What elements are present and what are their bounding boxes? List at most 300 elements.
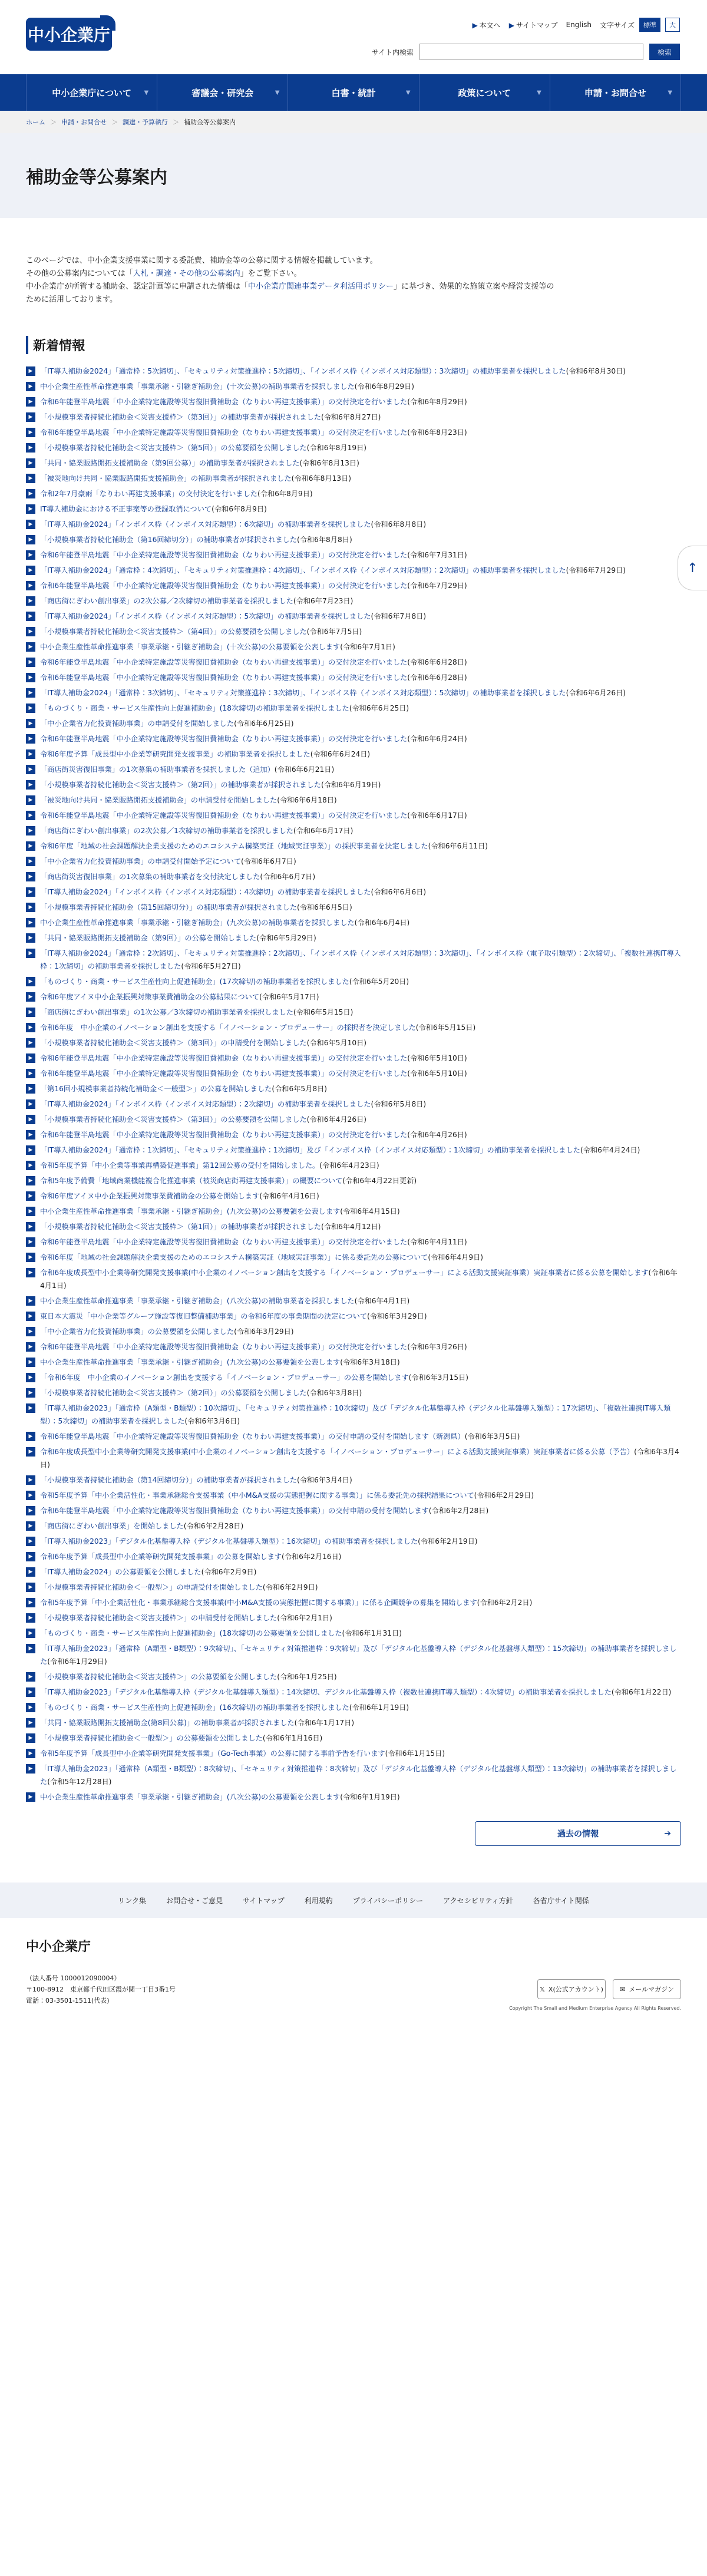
- footer-link-accessibility[interactable]: アクセシビリティ方針: [443, 1896, 513, 1905]
- news-date: (令和6年5月27日): [181, 962, 241, 970]
- news-date: (令和6年5月8日): [272, 1085, 328, 1093]
- english-link[interactable]: English: [566, 21, 592, 29]
- site-logo[interactable]: 中小企業庁: [26, 18, 112, 51]
- news-item: [26, 1581, 681, 1594]
- news-link[interactable]: 「商店街にぎわい創出事業」の2次公募／2次締切の補助事業者を採択しました: [40, 597, 293, 605]
- news-item: [26, 1006, 681, 1019]
- intro-line: ために活用しております。: [26, 295, 117, 304]
- news-item: [26, 1205, 681, 1218]
- news-link[interactable]: 「小規模事業者持続化補助金（第14回締切分）」の補助事業者が採択されました: [40, 1476, 297, 1484]
- arrow-right-icon: ▶: [26, 1644, 35, 1653]
- news-date: (令和6年7月23日): [293, 597, 353, 605]
- news-link[interactable]: 令和6年能登半島地震「中小企業特定施設等災害復旧費補助金（なりわい再建支援事業）」の交付決定を行いました: [40, 551, 408, 559]
- news-link[interactable]: 東日本大震災「中小企業等グループ施設等復旧整備補助事業」の令和6年度の事業期間の決定について: [40, 1312, 367, 1320]
- news-item: [26, 1686, 681, 1699]
- arrow-right-icon: ▶: [26, 1084, 35, 1094]
- news-item: [26, 1791, 681, 1804]
- arrow-right-icon: ▶: [26, 887, 35, 897]
- arrow-right-icon: ▶: [26, 704, 35, 713]
- news-item: [26, 763, 681, 776]
- news-item: [26, 579, 681, 592]
- breadcrumb-separator: ＞: [173, 118, 179, 126]
- news-link[interactable]: 「IT導入補助金2024」「通常枠：4次締切」、「セキュリティ対策推進枠：4次締切」、「インボイス枠（インボイス対応類型）：2次締切」の補助事業者を採択しました: [40, 566, 566, 574]
- news-link[interactable]: 「IT導入補助金2024」「インボイス枠（インボイス対応類型）：2次締切」の補助事業者を採択しました: [40, 1100, 371, 1108]
- news-date: (令和6年1月15日): [385, 1749, 445, 1758]
- news-item: [26, 640, 681, 653]
- news-item: [26, 901, 681, 914]
- news-link[interactable]: 中小企業生産性革命推進事業「事業承継・引継ぎ補助金」(十次公募)の補助事業者を採択しました: [40, 382, 355, 391]
- news-date: (令和6年6月7日): [260, 873, 316, 881]
- news-item: [26, 564, 681, 577]
- news-link[interactable]: 「小規模事業者持続化補助金（第15回締切分）」の補助事業者が採択されました: [40, 903, 297, 911]
- news-link[interactable]: IT導入補助金における不正事案等の登録取消について: [40, 505, 212, 513]
- news-date: (令和6年6月19日): [321, 781, 381, 789]
- news-link[interactable]: 令和6年能登半島地震「中小企業特定施設等災害復旧費補助金（なりわい再建支援事業）」の交付決定を行いました: [40, 1054, 408, 1062]
- news-link[interactable]: 令和5年度予算「中小企業活性化・事業承継総合支援事業（中小M&A支援の実態把握に関する事業）」に係る委託先の採択結果について: [40, 1491, 474, 1500]
- news-link[interactable]: 「IT導入補助金2023」「通常枠（A類型・B類型）：10次締切」、「セキュリティ対策推進枠：10次締切」及び「デジタル化基盤導入枠（デジタル化基盤導入類型）：17次締切」、「複数社連携IT導入類型）：5次締切」の補助事業者を採択しました: [40, 1404, 671, 1425]
- news-link[interactable]: 「商店街災害復旧事業」の1次募集の補助事業者を交付決定しました: [40, 873, 260, 881]
- news-date: (令和6年7月8日): [371, 612, 427, 620]
- intro-line: このページでは、中小企業支援事業に関する委託費、補助金等の公募に関する情報を掲載しています。: [26, 256, 378, 265]
- news-link[interactable]: 「ものづくり・商業・サービス生産性向上促進補助金」(18次締切)の補助事業者を採択しました: [40, 704, 349, 712]
- global-nav: [0, 74, 707, 111]
- arrow-right-icon: ▶: [26, 1672, 35, 1682]
- breadcrumb-procurement[interactable]: 調達・予算執行: [123, 118, 168, 126]
- news-item: [26, 1716, 681, 1729]
- arrow-right-icon: ▶: [26, 1764, 35, 1774]
- news-link[interactable]: 「ものづくり・商業・サービス生産性向上促進補助金」(16次締切)の補助事業者を採択しました: [40, 1703, 349, 1712]
- news-link[interactable]: 「中小企業省力化投資補助事業」の申請受付開始予定について: [40, 857, 242, 866]
- news-link[interactable]: 令和6年能登半島地震「中小企業特定施設等災害復旧費補助金（なりわい再建支援事業）」の交付決定を行いました: [40, 1069, 408, 1078]
- news-item: [26, 794, 681, 807]
- news-date: (令和6年5月15日): [415, 1023, 476, 1032]
- news-date: (令和6年4月16日): [259, 1192, 319, 1200]
- news-link[interactable]: 令和6年度「地域の社会課題解決企業支援のためのエコシステム構築実証（地域実証事業）」の採択事業者を決定しました: [40, 842, 428, 850]
- news-item: [26, 1474, 681, 1487]
- news-link[interactable]: 「IT導入補助金2024」「通常枠：5次締切」、「セキュリティ対策推進枠：5次締切」、「インボイス枠（インボイス対応類型）：3次締切」の補助事業者を採択しました: [40, 367, 566, 375]
- news-link[interactable]: 「小規模事業者持続化補助金（第16回締切分）」の補助事業者が採択されました: [40, 536, 297, 544]
- news-item: [26, 1220, 681, 1233]
- news-date: (令和6年3月5日): [464, 1432, 520, 1441]
- news-heading: 新着情報: [26, 336, 681, 354]
- news-date: (令和6年1月19日): [349, 1703, 409, 1712]
- footer-link-ministries[interactable]: 各省庁サイト関係: [533, 1896, 589, 1905]
- arrow-right-icon: ▶: [26, 734, 35, 744]
- news-item: [26, 1642, 681, 1668]
- news-link[interactable]: 令和5年度予算「中小企業活性化・事業承継総合支援事業(中小M&A支援の実態把握に関する事業）」に係る企画競争の募集を開始します: [40, 1599, 477, 1607]
- news-item: [26, 472, 681, 485]
- news-date: (令和6年3月26日): [407, 1343, 467, 1351]
- news-item: [26, 1402, 681, 1428]
- mail-magazine-button[interactable]: ✉ メールマガジン: [613, 1979, 681, 1999]
- news-link[interactable]: 「共同・協業販路開拓支援補助金(第8回公募)」の補助事業者が採択されました: [40, 1719, 295, 1727]
- arrow-right-icon: ▶: [26, 1373, 35, 1382]
- news-link[interactable]: 「小規模事業者持続化補助金＜災害支援枠＞（第3回）」の公募要領を公開しました: [40, 1115, 307, 1124]
- news-link[interactable]: 「共同・協業販路開拓支援補助金（第9回公募）」の補助事業者が採択されました: [40, 459, 300, 467]
- news-item: [26, 840, 681, 853]
- chevron-down-icon: ▼: [144, 89, 149, 96]
- news-date: (令和6年7月31日): [407, 551, 467, 559]
- news-link[interactable]: 令和6年能登半島地震「中小企業特定施設等災害復旧費補助金（なりわい再建支援事業）」の交付決定を行いました: [40, 673, 408, 682]
- site-search: [372, 44, 680, 60]
- data-policy-link[interactable]: 中小企業庁関連事業データ利活用ポリシー: [248, 282, 394, 291]
- news-item: [26, 809, 681, 822]
- news-item: [26, 1489, 681, 1502]
- breadcrumb-home[interactable]: ホーム: [26, 118, 45, 126]
- intro-text: [0, 218, 660, 306]
- nav-item-application[interactable]: 申請・お問合せ ▼: [550, 74, 681, 111]
- chevron-down-icon: ▼: [537, 89, 541, 96]
- news-link[interactable]: 令和2年7月豪雨「なりわい再建支援事業」の交付決定を行いました: [40, 490, 257, 498]
- news-date: (令和6年1月31日): [342, 1629, 402, 1637]
- news-item: [26, 1190, 681, 1203]
- arrow-right-icon: ▶: [26, 1432, 35, 1441]
- skip-to-content-link[interactable]: ▶ 本文へ: [472, 21, 501, 29]
- news-link[interactable]: 令和6年度成長型中小企業等研究開発支援事業(中小企業のイノベーション創出を支援する「イノベーション・プロデューサー」による活動支援実証事業）実証事業者に係る公募（予告）: [40, 1448, 635, 1456]
- footer-links: [0, 1883, 707, 1918]
- footer-org-name: 中小企業庁: [26, 1940, 91, 1954]
- news-link[interactable]: 「小規模事業者持続化補助金＜災害支援枠＞（第5回）」の公募要領を公開しました: [40, 444, 307, 452]
- site-header: [0, 0, 707, 74]
- news-date: (令和6年4月15日): [340, 1207, 400, 1216]
- news-item: [26, 870, 681, 883]
- news-link[interactable]: 「IT導入補助金2024」「通常枠：1次締切」、「セキュリティ対策推進枠：1次締切」及び「インボイス枠（インボイス対応類型）：1次締切」の補助事業者を採択しました: [40, 1146, 580, 1154]
- arrow-right-icon: ▶: [26, 627, 35, 636]
- news-link[interactable]: 「IT導入補助金2024」「通常枠：2次締切」、「セキュリティ対策推進枠：2次締切」、「インボイス枠（インボイス対応類型）：3次締切」、「インボイス枠（電子取引類型）：2次締切」、「複数社連携IT導入枠：1次締切」の補助事業者を採択しました: [40, 949, 681, 970]
- news-item: [26, 1251, 681, 1264]
- arrow-right-icon: ▶: [26, 1145, 35, 1155]
- news-link[interactable]: 「IT導入補助金2023」「通常枠（A類型・B類型）：9次締切」、「セキュリティ対策推進枠：9次締切」及び「デジタル化基盤導入枠（デジタル化基盤導入類型）：15次締切」の補助事業者を採択しました: [40, 1644, 677, 1666]
- logo-accent: [100, 15, 115, 31]
- news-link[interactable]: 令和6年能登半島地震「中小企業特定施設等災害復旧費補助金（なりわい再建支援事業）」の交付決定を行いました: [40, 1131, 408, 1139]
- news-link[interactable]: 令和6年度アイヌ中小企業振興対策事業費補助金の公募を開始します: [40, 1192, 260, 1200]
- news-item: [26, 380, 681, 393]
- arrow-right-icon: ▶: [26, 428, 35, 437]
- arrow-right-icon: ▶: [26, 719, 35, 728]
- news-link[interactable]: 「ものづくり・商業・サービス生産性向上促進補助金」(17次締切)の補助事業者を採択しました: [40, 977, 349, 986]
- footer-link-terms[interactable]: 利用規約: [304, 1896, 333, 1905]
- arrow-right-icon: ▶: [26, 1237, 35, 1247]
- arrow-right-icon: ▶: [26, 1358, 35, 1367]
- news-date: (令和6年7月29日): [566, 566, 626, 574]
- font-size-switcher: [600, 18, 680, 32]
- news-link[interactable]: 中小企業生産性革命推進事業「事業承継・引継ぎ補助金」(十次公募)の公募要領を公表します: [40, 643, 341, 651]
- intro-line: 中小企業庁が所管する補助金、認定計画等に申請された情報は「中小企業庁関連事業データ利活用ポリシー」に基づき、効果的な施策立案や経営支援等の: [26, 282, 554, 291]
- news-link[interactable]: 令和6年度予算「成長型中小企業等研究開発支援事業」の公募を開始します: [40, 1553, 282, 1561]
- news-date: (令和6年8月29日): [407, 398, 467, 406]
- news-link[interactable]: 「商店街にぎわい創出事業」を開始しました: [40, 1522, 184, 1530]
- arrow-icon: ▶: [508, 21, 514, 29]
- news-link[interactable]: 令和6年能登半島地震「中小企業特定施設等災害復旧費補助金（なりわい再建支援事業）」の交付決定を行いました: [40, 1238, 408, 1246]
- arrow-right-icon: ▶: [26, 749, 35, 759]
- arrow-right-icon: ▶: [26, 977, 35, 986]
- news-link[interactable]: 「小規模事業者持続化補助金＜災害支援枠＞（第4回）」の公募要領を公開しました: [40, 628, 307, 636]
- news-link[interactable]: 「IT導入補助金2024」「インボイス枠（インボイス対応類型）：6次締切」の補助事業者を採択しました: [40, 520, 371, 529]
- news-item: [26, 1762, 681, 1788]
- arrow-right-icon: ▶: [26, 673, 35, 682]
- news-item: [26, 426, 681, 439]
- news-date: (令和6年5月10日): [407, 1054, 467, 1062]
- news-date: (令和6年1月29日): [47, 1657, 107, 1666]
- arrow-right-icon: ▶: [26, 1388, 35, 1398]
- footer-link-contact[interactable]: お問合せ・ご意見: [166, 1896, 223, 1905]
- footer-link-sitemap[interactable]: サイトマップ: [243, 1896, 285, 1905]
- footer-link-privacy[interactable]: プライバシーポリシー: [352, 1896, 424, 1905]
- footer-link-links[interactable]: リンク集: [118, 1896, 146, 1905]
- news-link[interactable]: 「共同・協業販路開拓支援補助金（第9回）」の公募を開始しました: [40, 934, 257, 942]
- news-item: [26, 1113, 681, 1126]
- arrow-right-icon: ▶: [26, 1749, 35, 1758]
- news-item: [26, 441, 681, 454]
- news-link[interactable]: 「小規模事業者持続化補助金＜災害支援枠＞（第2回）」の補助事業者が採択されました: [40, 781, 321, 789]
- news-date: (令和6年6月7日): [241, 857, 296, 866]
- news-date: (令和6年4月1日): [40, 1269, 678, 1290]
- news-date: (令和6年1月22日): [611, 1688, 672, 1696]
- news-date: (令和6年1月16日): [262, 1734, 323, 1742]
- news-item: [26, 855, 681, 868]
- news-link[interactable]: 「小規模事業者持続化補助金＜災害支援枠＞」の申請受付を開始しました: [40, 1614, 277, 1622]
- footer: [0, 1918, 707, 2011]
- news-date: (令和6年3月15日): [408, 1373, 469, 1382]
- arrow-right-icon: ▶: [26, 1038, 35, 1048]
- news-item: [26, 1670, 681, 1683]
- news-link[interactable]: 「IT導入補助金2024」「通常枠：3次締切」、「セキュリティ対策推進枠：3次締切」、「インボイス枠（インボイス対応類型）：5次締切」の補助事業者を採択しました: [40, 689, 566, 697]
- news-item: [26, 503, 681, 516]
- arrow-right-icon: ▶: [26, 1629, 35, 1638]
- news-date: (令和6年5月20日): [349, 977, 409, 986]
- news-link[interactable]: 中小企業生産性革命推進事業「事業承継・引継ぎ補助金」(九次公募)の公募要領を公表します: [40, 1207, 341, 1216]
- news-item: [26, 1445, 681, 1471]
- news-link[interactable]: 「中小企業省力化投資補助事業」の公募要領を公開しました: [40, 1327, 234, 1336]
- search-label: サイト内検索: [371, 48, 414, 57]
- arrow-right-icon: ▶: [26, 1583, 35, 1592]
- news-link[interactable]: 「ものづくり・商業・サービス生産性向上促進補助金」(18次締切)の公募要領を公開しました: [40, 1629, 342, 1637]
- news-item: [26, 1535, 681, 1548]
- news-date: (令和6年7月5日): [306, 628, 362, 636]
- news-date: (令和6年3月18日): [340, 1358, 400, 1366]
- news-date: (令和6年4月22日更新): [342, 1177, 417, 1185]
- news-date: (令和6年5月29日): [256, 934, 316, 942]
- arrow-icon: ▶: [472, 21, 478, 29]
- scroll-to-top-button[interactable]: [678, 546, 707, 590]
- news-item: [26, 1550, 681, 1563]
- arrow-right-icon: ▶: [26, 642, 35, 652]
- news-link[interactable]: 令和6年能登半島地震「中小企業特定施設等災害復旧費補助金（なりわい再建支援事業）」の交付決定を行いました: [40, 1343, 408, 1351]
- news-date: (令和6年2月9日): [262, 1583, 318, 1591]
- news-date: (令和6年8月8日): [371, 520, 427, 529]
- news-date: (令和6年6月21日): [274, 765, 335, 774]
- news-link[interactable]: 「小規模事業者持続化補助金＜一般型＞」の申請受付を開始しました: [40, 1583, 263, 1591]
- news-item: [26, 1128, 681, 1141]
- arrow-right-icon: ▶: [26, 811, 35, 820]
- intro-line: その他の公募案内については「入札・調達・その他の公募案内」をご覧下さい。: [26, 269, 302, 278]
- news-date: (令和6年5月10日): [306, 1039, 367, 1047]
- news-item: [26, 990, 681, 1003]
- news-link[interactable]: 中小企業生産性革命推進事業「事業承継・引継ぎ補助金」(八次公募)の補助事業者を採択しました: [40, 1297, 355, 1305]
- news-link[interactable]: 中小企業生産性革命推進事業「事業承継・引継ぎ補助金」(九次公募)の補助事業者を採択しました: [40, 919, 355, 927]
- news-date: (令和6年5月8日): [371, 1100, 427, 1108]
- arrow-right-icon: ▶: [26, 1312, 35, 1321]
- news-link[interactable]: 「商店街災害復旧事業」の1次募集の補助事業者を採択しました（追加）: [40, 765, 275, 774]
- news-link[interactable]: 「小規模事業者持続化補助金＜災害支援枠＞（第2回）」の公募要領を公開しました: [40, 1389, 307, 1397]
- news-date: (令和6年2月28日): [183, 1522, 244, 1530]
- news-date: (令和6年6月4日): [354, 919, 410, 927]
- news-item: [26, 1325, 681, 1338]
- copyright: Copyright The Small and Medium Enterprise Agency All Rights Reserved.: [509, 2006, 681, 2011]
- arrow-right-icon: ▶: [26, 918, 35, 927]
- news-item: [26, 671, 681, 684]
- news-link[interactable]: 令和6年能登半島地震「中小企業特定施設等災害復旧費補助金（なりわい再建支援事業）」の交付決定を行いました: [40, 398, 408, 406]
- arrow-right-icon: ▶: [26, 1222, 35, 1231]
- arrow-right-icon: ▶: [26, 458, 35, 468]
- news-date: (令和6年8月13日): [291, 474, 352, 483]
- news-item: [26, 487, 681, 500]
- news-link[interactable]: 「第16回小規模事業者持続化補助金＜一般型＞」の公募を開始しました: [40, 1085, 272, 1093]
- news-link[interactable]: 「小規模事業者持続化補助金＜一般型＞」の公募要領を公開しました: [40, 1734, 263, 1742]
- arrow-right-icon: ▶: [26, 1598, 35, 1607]
- font-size-standard-button[interactable]: 標準: [639, 18, 660, 32]
- news-item: [26, 1310, 681, 1323]
- news-date: (令和6年8月13日): [299, 459, 359, 467]
- news-link[interactable]: 「令和6年度 中小企業のイノベーション創出を支援する「イノベーション・プロデューサー」の公募を開始します: [40, 1373, 409, 1382]
- news-link[interactable]: 「被災地向け共同・協業販路開拓支援補助金」の申請受付を開始しました: [40, 796, 277, 804]
- news-link[interactable]: 令和6年能登半島地震「中小企業特定施設等災害復旧費補助金（なりわい再建支援事業）」の交付決定を行いました: [40, 582, 408, 590]
- news-link[interactable]: 「IT導入補助金2023」「デジタル化基盤導入枠（デジタル化基盤導入類型）：14次締切、デジタル化基盤導入枠（複数社連携IT導入類型）：4次締切」の補助事業者を採択しました: [40, 1688, 612, 1696]
- x-account-button[interactable]: 𝕏 X(公式アカウント): [537, 1979, 606, 1999]
- news-item: [26, 1356, 681, 1369]
- breadcrumb-current: 補助金等公募案内: [184, 118, 236, 126]
- arrow-right-icon: ▶: [26, 1253, 35, 1262]
- news-date: (令和6年4月26日): [407, 1131, 467, 1139]
- news-item: [26, 625, 681, 638]
- arrow-right-icon: ▶: [26, 550, 35, 560]
- news-link[interactable]: 令和6年能登半島地震「中小企業特定施設等災害復旧費補助金（なりわい再建支援事業）」の交付申請の受付を開始します: [40, 1507, 429, 1515]
- news-date: (令和6年2月2日): [477, 1599, 533, 1607]
- news-link[interactable]: 「中小企業省力化投資補助事業」の申請受付を開始しました: [40, 719, 234, 728]
- news-link[interactable]: 中小企業生産性革命推進事業「事業承継・引継ぎ補助金」(九次公募)の公募要領を公表します: [40, 1358, 341, 1366]
- nav-item-policy[interactable]: 政策について ▼: [419, 74, 550, 111]
- news-link[interactable]: 令和6年度予算「成長型中小企業等研究開発支援事業」の補助事業者を採択しました: [40, 750, 310, 758]
- news-date: (令和6年8月29日): [354, 382, 415, 391]
- arrow-right-icon: ▶: [26, 1552, 35, 1561]
- nav-item-about[interactable]: 中小企業庁について ▼: [26, 74, 157, 111]
- news-link[interactable]: 「小規模事業者持続化補助金＜災害支援枠＞（第3回）」の補助事業者が採択されました: [40, 413, 321, 421]
- news-link[interactable]: 令和6年度「地域の社会課題解決企業支援のためのエコシステム構築実証（地域実証事業）」に係る委託先の公募について: [40, 1253, 428, 1261]
- news-link[interactable]: 「IT導入補助金2024」「インボイス枠（インボイス対応類型）：4次締切」の補助事業者を採択しました: [40, 888, 371, 896]
- other-announcements-link[interactable]: 入札・調達・その他の公募案内: [133, 269, 240, 278]
- arrow-right-icon: ▶: [26, 1342, 35, 1352]
- arrow-right-icon: ▶: [26, 612, 35, 621]
- news-link[interactable]: 「小規模事業者持続化補助金＜災害支援枠＞」の公募要領を公開しました: [40, 1673, 277, 1681]
- news-date: (令和6年7月29日): [407, 582, 467, 590]
- breadcrumb-application[interactable]: 申請・お問合せ: [61, 118, 107, 126]
- news-link[interactable]: 「商店街にぎわい創出事業」の1次公募／3次締切の補助事業者を採択しました: [40, 1008, 293, 1016]
- news-item: [26, 1340, 681, 1353]
- news-link[interactable]: 令和6年能登半島地震「中小企業特定施設等災害復旧費補助金（なりわい再建支援事業）」の交付申請の受付を開始します（新潟県）: [40, 1432, 465, 1441]
- news-item: [26, 365, 681, 378]
- news-link[interactable]: 「IT導入補助金2024」「インボイス枠（インボイス対応類型）：5次締切」の補助事業者を採択しました: [40, 612, 371, 620]
- arrow-right-icon: ▶: [26, 1567, 35, 1577]
- news-item: [26, 975, 681, 988]
- arrow-right-icon: ▶: [26, 1023, 35, 1032]
- news-date: (令和6年1月25日): [277, 1673, 337, 1681]
- news-date: (令和6年2月19日): [418, 1537, 478, 1545]
- news-link[interactable]: 令和5年度予算「中小企業等事業再構築促進事業」第12回公募の受付を開始しました。: [40, 1161, 320, 1170]
- news-link[interactable]: 「小規模事業者持続化補助金＜災害支援枠＞（第3回）」の申請受付を開始しました: [40, 1039, 307, 1047]
- news-link[interactable]: 「IT導入補助金2024」の公募要領を公開しました: [40, 1568, 201, 1576]
- news-date: (令和6年6月11日): [428, 842, 488, 850]
- arrow-right-icon: ▶: [26, 1008, 35, 1017]
- news-link[interactable]: 令和6年能登半島地震「中小企業特定施設等災害復旧費補助金（なりわい再建支援事業）」の交付決定を行いました: [40, 658, 408, 666]
- arrow-right-icon: ▶: [26, 1733, 35, 1743]
- news-date: (令和6年1月17日): [294, 1719, 355, 1727]
- past-info-button[interactable]: 過去の情報 ➔: [475, 1821, 681, 1846]
- news-item: [26, 1067, 681, 1080]
- news-item: [26, 595, 681, 607]
- news-link[interactable]: 令和6年能登半島地震「中小企業特定施設等災害復旧費補助金（なりわい再建支援事業）」の交付決定を行いました: [40, 735, 408, 743]
- news-date: (令和5年12月28日): [47, 1778, 112, 1786]
- news-date: (令和6年5月17日): [259, 993, 319, 1001]
- news-link[interactable]: 令和5年度予備費「地域商業機能複合化推進事業（被災商店街再建支援事業）」の概要について: [40, 1177, 343, 1185]
- news-link[interactable]: 令和6年度 中小企業のイノベーション創出を支援する「イノベーション・プロデューサー」の採択者を決定しました: [40, 1023, 416, 1032]
- arrow-right-icon: ▶: [26, 1069, 35, 1078]
- news-date: (令和6年6月17日): [407, 811, 467, 820]
- arrow-right-icon: ▶: [26, 1161, 35, 1170]
- news-link[interactable]: 令和6年能登半島地震「中小企業特定施設等災害復旧費補助金（なりわい再建支援事業）」の交付決定を行いました: [40, 428, 408, 437]
- news-link[interactable]: 令和6年能登半島地震「中小企業特定施設等災害復旧費補助金（なりわい再建支援事業）」の交付決定を行いました: [40, 811, 408, 820]
- news-link[interactable]: 「被災地向け共同・協業販路開拓支援補助金」の補助事業者が採択されました: [40, 474, 292, 483]
- arrow-right-icon: ▶: [26, 412, 35, 422]
- sns-links: [537, 1979, 681, 1999]
- arrow-right-icon: ▶: [26, 1475, 35, 1485]
- sitemap-link[interactable]: ▶ サイトマップ: [508, 21, 558, 29]
- news-link[interactable]: 中小企業生産性革命推進事業「事業承継・引継ぎ補助金」(八次公募)の公募要領を公表します: [40, 1793, 341, 1801]
- news-link[interactable]: 令和6年度アイヌ中小企業振興対策事業費補助金の公募結果について: [40, 993, 260, 1001]
- search-input[interactable]: [419, 44, 643, 60]
- font-size-large-button[interactable]: 大: [665, 18, 680, 32]
- news-link[interactable]: 「IT導入補助金2023」「通常枠（A類型・B類型）：8次締切」、「セキュリティ対策推進枠：8次締切」及び「デジタル化基盤導入枠（デジタル化基盤導入類型）：13次締切」の補助事業者を採択しました: [40, 1765, 677, 1786]
- news-item: [26, 395, 681, 408]
- news-link[interactable]: 「商店街にぎわい創出事業」の2次公募／1次締切の補助事業者を採択しました: [40, 827, 293, 835]
- nav-item-council[interactable]: 審議会・研究会 ▼: [157, 74, 288, 111]
- news-link[interactable]: 「小規模事業者持続化補助金＜災害支援枠＞（第1回）」の補助事業者が採択されました: [40, 1223, 321, 1231]
- arrow-right-icon: ▶: [26, 1327, 35, 1336]
- news-date: (令和6年8月8日): [296, 536, 352, 544]
- news-date: (令和6年8月9日): [212, 505, 267, 513]
- nav-item-whitepaper[interactable]: 白書・統計 ▼: [288, 74, 418, 111]
- arrow-right-icon: ▶: [26, 520, 35, 529]
- arrow-right-icon: ▶: [26, 397, 35, 407]
- arrow-right-icon: ▶: [26, 1099, 35, 1109]
- news-link[interactable]: 「IT導入補助金2023」「デジタル化基盤導入枠（デジタル化基盤導入類型）：16次締切」の補助事業者を採択しました: [40, 1537, 418, 1545]
- news-date: (令和6年3月29日): [366, 1312, 427, 1320]
- news-link[interactable]: 令和5年度予算「成長型中小企業等研究開発支援事業」（Go-Tech事業）の公募に関する事前予告を行います: [40, 1749, 385, 1758]
- news-date: (令和6年7月1日): [340, 643, 395, 651]
- news-item: [26, 1386, 681, 1399]
- news-item: [26, 1611, 681, 1624]
- arrow-right-icon: ▶: [26, 1613, 35, 1623]
- news-date: (令和6年5月15日): [293, 1008, 353, 1016]
- news-item: [26, 916, 681, 929]
- news-date: (令和6年2月9日): [201, 1568, 257, 1576]
- arrow-right-icon: ➔: [664, 1829, 671, 1838]
- news-date: (令和6年4月23日): [319, 1161, 379, 1170]
- search-button[interactable]: 検索: [649, 44, 680, 60]
- news-link[interactable]: 令和6年度成長型中小企業等研究開発支援事業(中小企業のイノベーション創出を支援する「イノベーション・プロデューサー」による活動支援実証事業）実証事業者に係る公募を開始します: [40, 1269, 649, 1277]
- page-title-band: [0, 133, 707, 218]
- arrow-right-icon: ▶: [26, 1506, 35, 1515]
- news-item: [26, 1701, 681, 1714]
